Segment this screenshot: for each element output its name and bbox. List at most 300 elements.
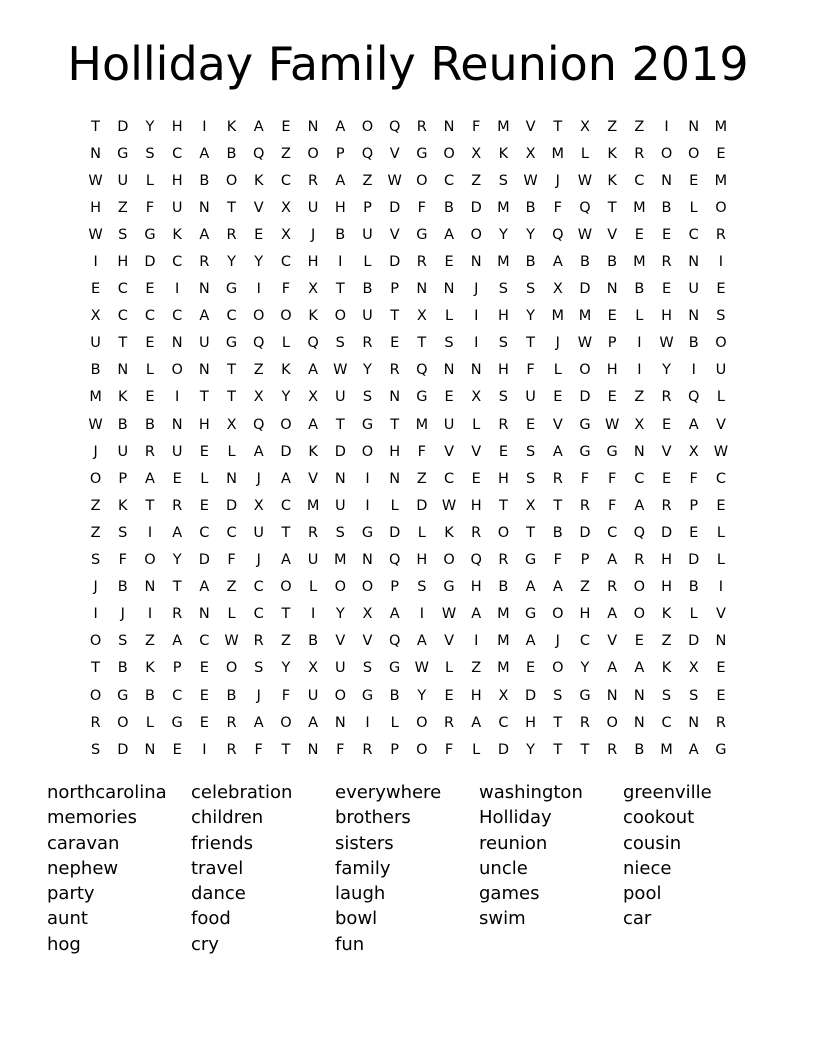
grid-letter: I xyxy=(365,714,370,731)
grid-letter: W xyxy=(523,172,538,189)
grid-letter: S xyxy=(525,281,536,298)
grid-row xyxy=(82,384,742,411)
grid-letter: Z xyxy=(471,172,482,189)
grid-letter: J xyxy=(256,470,261,487)
grid-letter: A xyxy=(253,118,264,135)
grid-letter: O xyxy=(715,199,727,216)
letter-grid xyxy=(82,113,742,763)
grid-letter: F xyxy=(417,199,427,216)
grid-letter: C xyxy=(172,308,183,325)
word-list-item: everywhere xyxy=(335,782,442,803)
grid-row xyxy=(82,492,742,519)
grid-letter: G xyxy=(225,335,238,352)
grid-letter: O xyxy=(416,714,428,731)
grid-letter: A xyxy=(280,470,291,487)
grid-letter: O xyxy=(334,579,346,596)
grid-letter: K xyxy=(226,118,237,135)
grid-row xyxy=(82,465,742,492)
grid-letter: U xyxy=(199,335,210,352)
grid-letter: R xyxy=(661,497,672,514)
grid-letter: O xyxy=(416,172,428,189)
grid-letter: U xyxy=(307,552,319,569)
grid-row xyxy=(82,221,742,248)
grid-letter: F xyxy=(689,470,698,487)
grid-letter: Z xyxy=(362,172,373,189)
grid-letter: A xyxy=(607,660,618,677)
grid-letter: A xyxy=(607,552,618,569)
grid-letter: C xyxy=(634,470,645,487)
grid-letter: F xyxy=(336,741,345,758)
grid-letter: U xyxy=(688,281,700,298)
grid-letter: K xyxy=(253,172,264,189)
grid-letter: E xyxy=(91,281,101,298)
grid-letter: H xyxy=(171,118,183,135)
grid-letter: P xyxy=(363,199,372,216)
grid-letter: T xyxy=(91,660,101,677)
grid-letter: U xyxy=(334,389,346,406)
grid-letter: N xyxy=(633,443,645,460)
grid-letter: O xyxy=(633,606,646,623)
grid-letter: I xyxy=(419,606,424,623)
grid-letter: B xyxy=(607,254,618,271)
grid-letter: E xyxy=(444,687,454,704)
grid-letter: R xyxy=(607,741,618,758)
grid-row xyxy=(82,709,742,736)
grid-letter: S xyxy=(362,660,373,677)
grid-letter: I xyxy=(310,606,316,623)
grid-letter: W xyxy=(441,497,457,514)
grid-letter: M xyxy=(89,389,102,406)
grid-letter: K xyxy=(118,389,128,406)
grid-letter: B xyxy=(362,281,373,298)
grid-row xyxy=(82,357,742,384)
grid-letter: D xyxy=(144,254,156,271)
grid-letter: Z xyxy=(580,579,590,596)
grid-letter: L xyxy=(200,470,209,487)
grid-letter: N xyxy=(661,172,672,189)
grid-letter: O xyxy=(280,714,292,731)
grid-letter: N xyxy=(117,362,129,379)
grid-letter: E xyxy=(498,443,508,460)
grid-letter: I xyxy=(256,281,261,298)
grid-letter: C xyxy=(253,606,264,623)
word-list-item: children xyxy=(191,807,264,829)
grid-letter: Z xyxy=(226,579,237,596)
grid-letter: K xyxy=(118,497,128,514)
grid-letter: Q xyxy=(388,118,401,135)
grid-letter: M xyxy=(633,254,646,271)
grid-letter: K xyxy=(607,145,617,162)
grid-letter: T xyxy=(526,335,536,352)
grid-letter: G xyxy=(579,416,591,433)
grid-letter: C xyxy=(280,172,291,189)
grid-letter: A xyxy=(308,416,319,433)
word-list-item: uncle xyxy=(479,857,528,879)
grid-letter: L xyxy=(580,145,590,162)
grid-letter: X xyxy=(634,416,645,433)
grid-letter: B xyxy=(688,335,699,352)
grid-letter: B xyxy=(226,687,237,704)
grid-row xyxy=(82,330,742,357)
grid-letter: D xyxy=(389,199,401,216)
grid-letter: O xyxy=(225,660,238,677)
grid-letter: T xyxy=(281,741,291,758)
grid-letter: R xyxy=(661,254,672,271)
word-list-item: car xyxy=(623,908,652,930)
grid-letter: B xyxy=(144,416,155,433)
grid-letter: A xyxy=(253,714,264,731)
grid-letter: E xyxy=(661,470,672,487)
grid-letter: Q xyxy=(416,362,428,379)
grid-letter: T xyxy=(199,389,209,406)
grid-letter: P xyxy=(172,660,182,677)
grid-row xyxy=(82,303,742,330)
grid-letter: J xyxy=(256,687,261,704)
grid-letter: V xyxy=(335,633,346,650)
grid-letter: N xyxy=(443,118,455,135)
word-list-item: cousin xyxy=(623,832,682,854)
grid-letter: G xyxy=(361,416,374,433)
grid-letter: P xyxy=(390,281,400,298)
grid-letter: Y xyxy=(498,226,508,243)
grid-letter: J xyxy=(120,606,125,623)
grid-letter: L xyxy=(472,416,481,433)
grid-row xyxy=(82,601,742,628)
grid-letter: O xyxy=(579,362,591,379)
grid-letter: W xyxy=(577,172,593,189)
grid-letter: A xyxy=(634,660,645,677)
grid-row xyxy=(82,547,742,574)
grid-letter: W xyxy=(414,660,430,677)
grid-letter: T xyxy=(580,741,590,758)
grid-letter: H xyxy=(661,579,672,596)
grid-letter: S xyxy=(145,145,155,162)
grid-letter: L xyxy=(635,308,644,325)
grid-letter: G xyxy=(389,660,401,677)
grid-letter: Q xyxy=(633,524,646,541)
grid-letter: I xyxy=(474,308,479,325)
grid-letter: C xyxy=(172,687,183,704)
grid-letter: O xyxy=(470,226,482,243)
grid-letter: I xyxy=(637,335,642,352)
grid-letter: C xyxy=(280,254,291,271)
grid-letter: C xyxy=(144,308,156,325)
grid-letter: U xyxy=(171,199,183,216)
grid-letter: C xyxy=(199,633,210,650)
grid-row xyxy=(82,411,742,438)
grid-letter: E xyxy=(444,389,454,406)
grid-letter: O xyxy=(334,308,346,325)
grid-letter: C xyxy=(199,524,210,541)
grid-letter: I xyxy=(147,524,153,541)
grid-letter: B xyxy=(226,145,237,162)
grid-letter: R xyxy=(226,226,237,243)
grid-letter: T xyxy=(281,524,291,541)
word-list xyxy=(47,780,787,957)
grid-letter: V xyxy=(715,416,726,433)
grid-letter: J xyxy=(555,172,560,189)
grid-letter: T xyxy=(172,579,182,596)
word-list-item: hog xyxy=(47,933,81,955)
grid-letter: V xyxy=(525,118,536,135)
grid-letter: I xyxy=(718,254,724,271)
grid-letter: X xyxy=(90,308,101,325)
grid-letter: I xyxy=(338,254,343,271)
grid-letter: F xyxy=(580,470,590,487)
grid-letter: Q xyxy=(688,389,700,406)
grid-letter: B xyxy=(308,633,319,650)
grid-letter: S xyxy=(498,172,509,189)
grid-letter: Z xyxy=(253,362,264,379)
grid-letter: N xyxy=(633,687,645,704)
grid-letter: N xyxy=(688,254,700,271)
grid-letter: E xyxy=(199,660,209,677)
word-list-item: pool xyxy=(623,883,662,905)
grid-letter: G xyxy=(443,579,455,596)
grid-letter: U xyxy=(117,443,129,460)
grid-letter: E xyxy=(607,308,617,325)
grid-letter: W xyxy=(713,443,729,460)
grid-letter: E xyxy=(199,497,209,514)
grid-letter: I xyxy=(202,118,207,135)
grid-letter: L xyxy=(716,524,725,541)
grid-letter: A xyxy=(471,714,482,731)
grid-letter: Q xyxy=(253,145,265,162)
grid-letter: D xyxy=(416,497,428,514)
grid-letter: C xyxy=(443,470,455,487)
grid-letter: H xyxy=(661,308,672,325)
grid-letter: R xyxy=(715,226,726,243)
grid-letter: Z xyxy=(607,118,618,135)
grid-letter: T xyxy=(553,741,563,758)
grid-letter: V xyxy=(471,443,482,460)
grid-letter: A xyxy=(688,741,699,758)
puzzle-title: Holliday Family Reunion 2019 xyxy=(67,37,749,91)
grid-letter: N xyxy=(171,416,183,433)
grid-letter: F xyxy=(118,552,127,569)
word-list-item: sisters xyxy=(335,832,394,854)
grid-letter: E xyxy=(145,335,155,352)
grid-letter: R xyxy=(498,552,509,569)
grid-letter: C xyxy=(226,524,237,541)
grid-letter: V xyxy=(607,226,618,243)
grid-letter: O xyxy=(225,172,238,189)
grid-letter: E xyxy=(526,660,536,677)
grid-letter: E xyxy=(553,389,563,406)
grid-letter: E xyxy=(716,145,726,162)
grid-letter: F xyxy=(607,470,617,487)
grid-letter: R xyxy=(498,416,509,433)
grid-letter: J xyxy=(474,281,479,298)
grid-letter: G xyxy=(606,443,618,460)
grid-letter: R xyxy=(634,145,645,162)
grid-letter: Q xyxy=(388,552,401,569)
grid-letter: S xyxy=(525,470,536,487)
grid-letter: L xyxy=(390,497,399,514)
grid-letter: Y xyxy=(580,660,590,677)
grid-letter: H xyxy=(606,362,618,379)
grid-letter: E xyxy=(145,281,155,298)
grid-letter: I xyxy=(175,281,180,298)
grid-letter: H xyxy=(171,172,183,189)
grid-letter: M xyxy=(306,497,320,514)
grid-letter: A xyxy=(172,524,183,541)
grid-letter: A xyxy=(199,308,210,325)
grid-letter: L xyxy=(716,552,725,569)
grid-letter: Q xyxy=(253,416,265,433)
grid-letter: H xyxy=(497,308,509,325)
grid-letter: D xyxy=(117,118,129,135)
grid-letter: T xyxy=(607,199,617,216)
grid-letter: G xyxy=(524,606,537,623)
grid-letter: E xyxy=(716,687,726,704)
grid-letter: Y xyxy=(281,660,291,677)
grid-letter: D xyxy=(280,443,292,460)
grid-letter: S xyxy=(498,335,509,352)
grid-letter: O xyxy=(443,145,455,162)
grid-letter: H xyxy=(497,362,509,379)
grid-letter: F xyxy=(145,199,155,216)
grid-letter: N xyxy=(688,308,700,325)
grid-letter: E xyxy=(716,497,726,514)
grid-letter: O xyxy=(89,470,102,487)
word-list-item: party xyxy=(47,883,95,905)
grid-letter: X xyxy=(308,389,319,406)
grid-letter: O xyxy=(443,552,455,569)
grid-letter: G xyxy=(361,687,374,704)
grid-letter: G xyxy=(171,714,183,731)
grid-letter: O xyxy=(89,687,102,704)
grid-row xyxy=(82,736,742,763)
grid-letter: N xyxy=(606,687,618,704)
grid-letter: A xyxy=(308,362,319,379)
grid-letter: N xyxy=(470,254,482,271)
grid-letter: A xyxy=(253,443,264,460)
grid-row xyxy=(82,140,742,167)
grid-letter: Z xyxy=(117,199,128,216)
grid-row xyxy=(82,167,742,194)
grid-letter: M xyxy=(660,741,673,758)
grid-letter: A xyxy=(389,606,400,623)
grid-letter: D xyxy=(688,552,700,569)
grid-letter: Y xyxy=(227,254,236,271)
grid-letter: H xyxy=(497,470,509,487)
grid-letter: Z xyxy=(471,660,482,677)
grid-letter: Y xyxy=(335,606,345,623)
grid-letter: E xyxy=(661,281,672,298)
grid-letter: A xyxy=(308,714,319,731)
grid-letter: V xyxy=(607,633,618,650)
word-list-item: cry xyxy=(191,933,219,955)
grid-letter: S xyxy=(118,524,128,541)
word-list-item: swim xyxy=(479,908,526,930)
grid-letter: P xyxy=(390,579,400,596)
grid-letter: R xyxy=(308,524,319,541)
grid-letter: J xyxy=(555,335,560,352)
grid-row xyxy=(82,113,742,140)
grid-letter: X xyxy=(280,226,291,243)
grid-letter: O xyxy=(307,145,319,162)
grid-letter: G xyxy=(416,226,428,243)
grid-letter: M xyxy=(714,172,728,189)
grid-letter: M xyxy=(497,633,510,650)
word-list-item: food xyxy=(191,908,231,930)
grid-letter: C xyxy=(688,226,699,243)
grid-letter: L xyxy=(145,362,155,379)
grid-letter: A xyxy=(199,579,210,596)
grid-letter: N xyxy=(307,741,319,758)
grid-letter: I xyxy=(93,606,98,623)
grid-letter: G xyxy=(144,226,156,243)
grid-letter: Y xyxy=(526,308,536,325)
grid-letter: N xyxy=(334,470,346,487)
grid-letter: B xyxy=(389,687,400,704)
grid-letter: W xyxy=(441,606,457,623)
grid-letter: Y xyxy=(145,118,155,135)
grid-letter: B xyxy=(552,524,563,541)
grid-letter: Y xyxy=(281,389,291,406)
grid-letter: N xyxy=(443,281,455,298)
grid-letter: H xyxy=(198,416,210,433)
grid-letter: R xyxy=(90,714,101,731)
grid-letter: J xyxy=(93,443,98,460)
grid-letter: A xyxy=(552,443,563,460)
grid-letter: C xyxy=(498,714,509,731)
grid-letter: O xyxy=(497,524,510,541)
grid-letter: S xyxy=(553,687,563,704)
grid-letter: R xyxy=(552,470,563,487)
grid-letter: K xyxy=(308,308,318,325)
grid-letter: A xyxy=(634,497,645,514)
grid-letter: U xyxy=(307,687,319,704)
grid-letter: S xyxy=(362,389,373,406)
grid-letter: I xyxy=(637,362,642,379)
grid-letter: E xyxy=(661,416,672,433)
grid-letter: G xyxy=(225,281,238,298)
grid-letter: G xyxy=(416,389,428,406)
grid-letter: B xyxy=(444,199,454,216)
word-list-item: nephew xyxy=(47,857,119,879)
grid-letter: R xyxy=(471,524,482,541)
grid-row xyxy=(82,519,742,546)
grid-letter: O xyxy=(171,362,183,379)
grid-letter: O xyxy=(280,416,292,433)
grid-letter: X xyxy=(688,443,699,460)
grid-letter: E xyxy=(634,633,644,650)
grid-letter: T xyxy=(145,497,155,514)
grid-letter: B xyxy=(634,741,645,758)
grid-letter: V xyxy=(715,606,726,623)
grid-letter: I xyxy=(175,389,180,406)
grid-letter: O xyxy=(552,606,564,623)
grid-letter: R xyxy=(715,714,726,731)
word-list-item: celebration xyxy=(191,782,293,803)
grid-letter: E xyxy=(526,416,536,433)
word-list-item: dance xyxy=(191,883,246,905)
grid-letter: T xyxy=(227,389,236,406)
grid-letter: G xyxy=(361,524,374,541)
grid-letter: T xyxy=(553,118,563,135)
grid-letter: O xyxy=(606,714,618,731)
grid-letter: W xyxy=(577,335,593,352)
grid-letter: Y xyxy=(254,254,264,271)
grid-letter: E xyxy=(172,741,182,758)
grid-letter: H xyxy=(307,254,319,271)
grid-letter: A xyxy=(335,172,346,189)
grid-letter: C xyxy=(117,281,128,298)
grid-letter: G xyxy=(715,741,727,758)
grid-letter: W xyxy=(387,172,402,189)
